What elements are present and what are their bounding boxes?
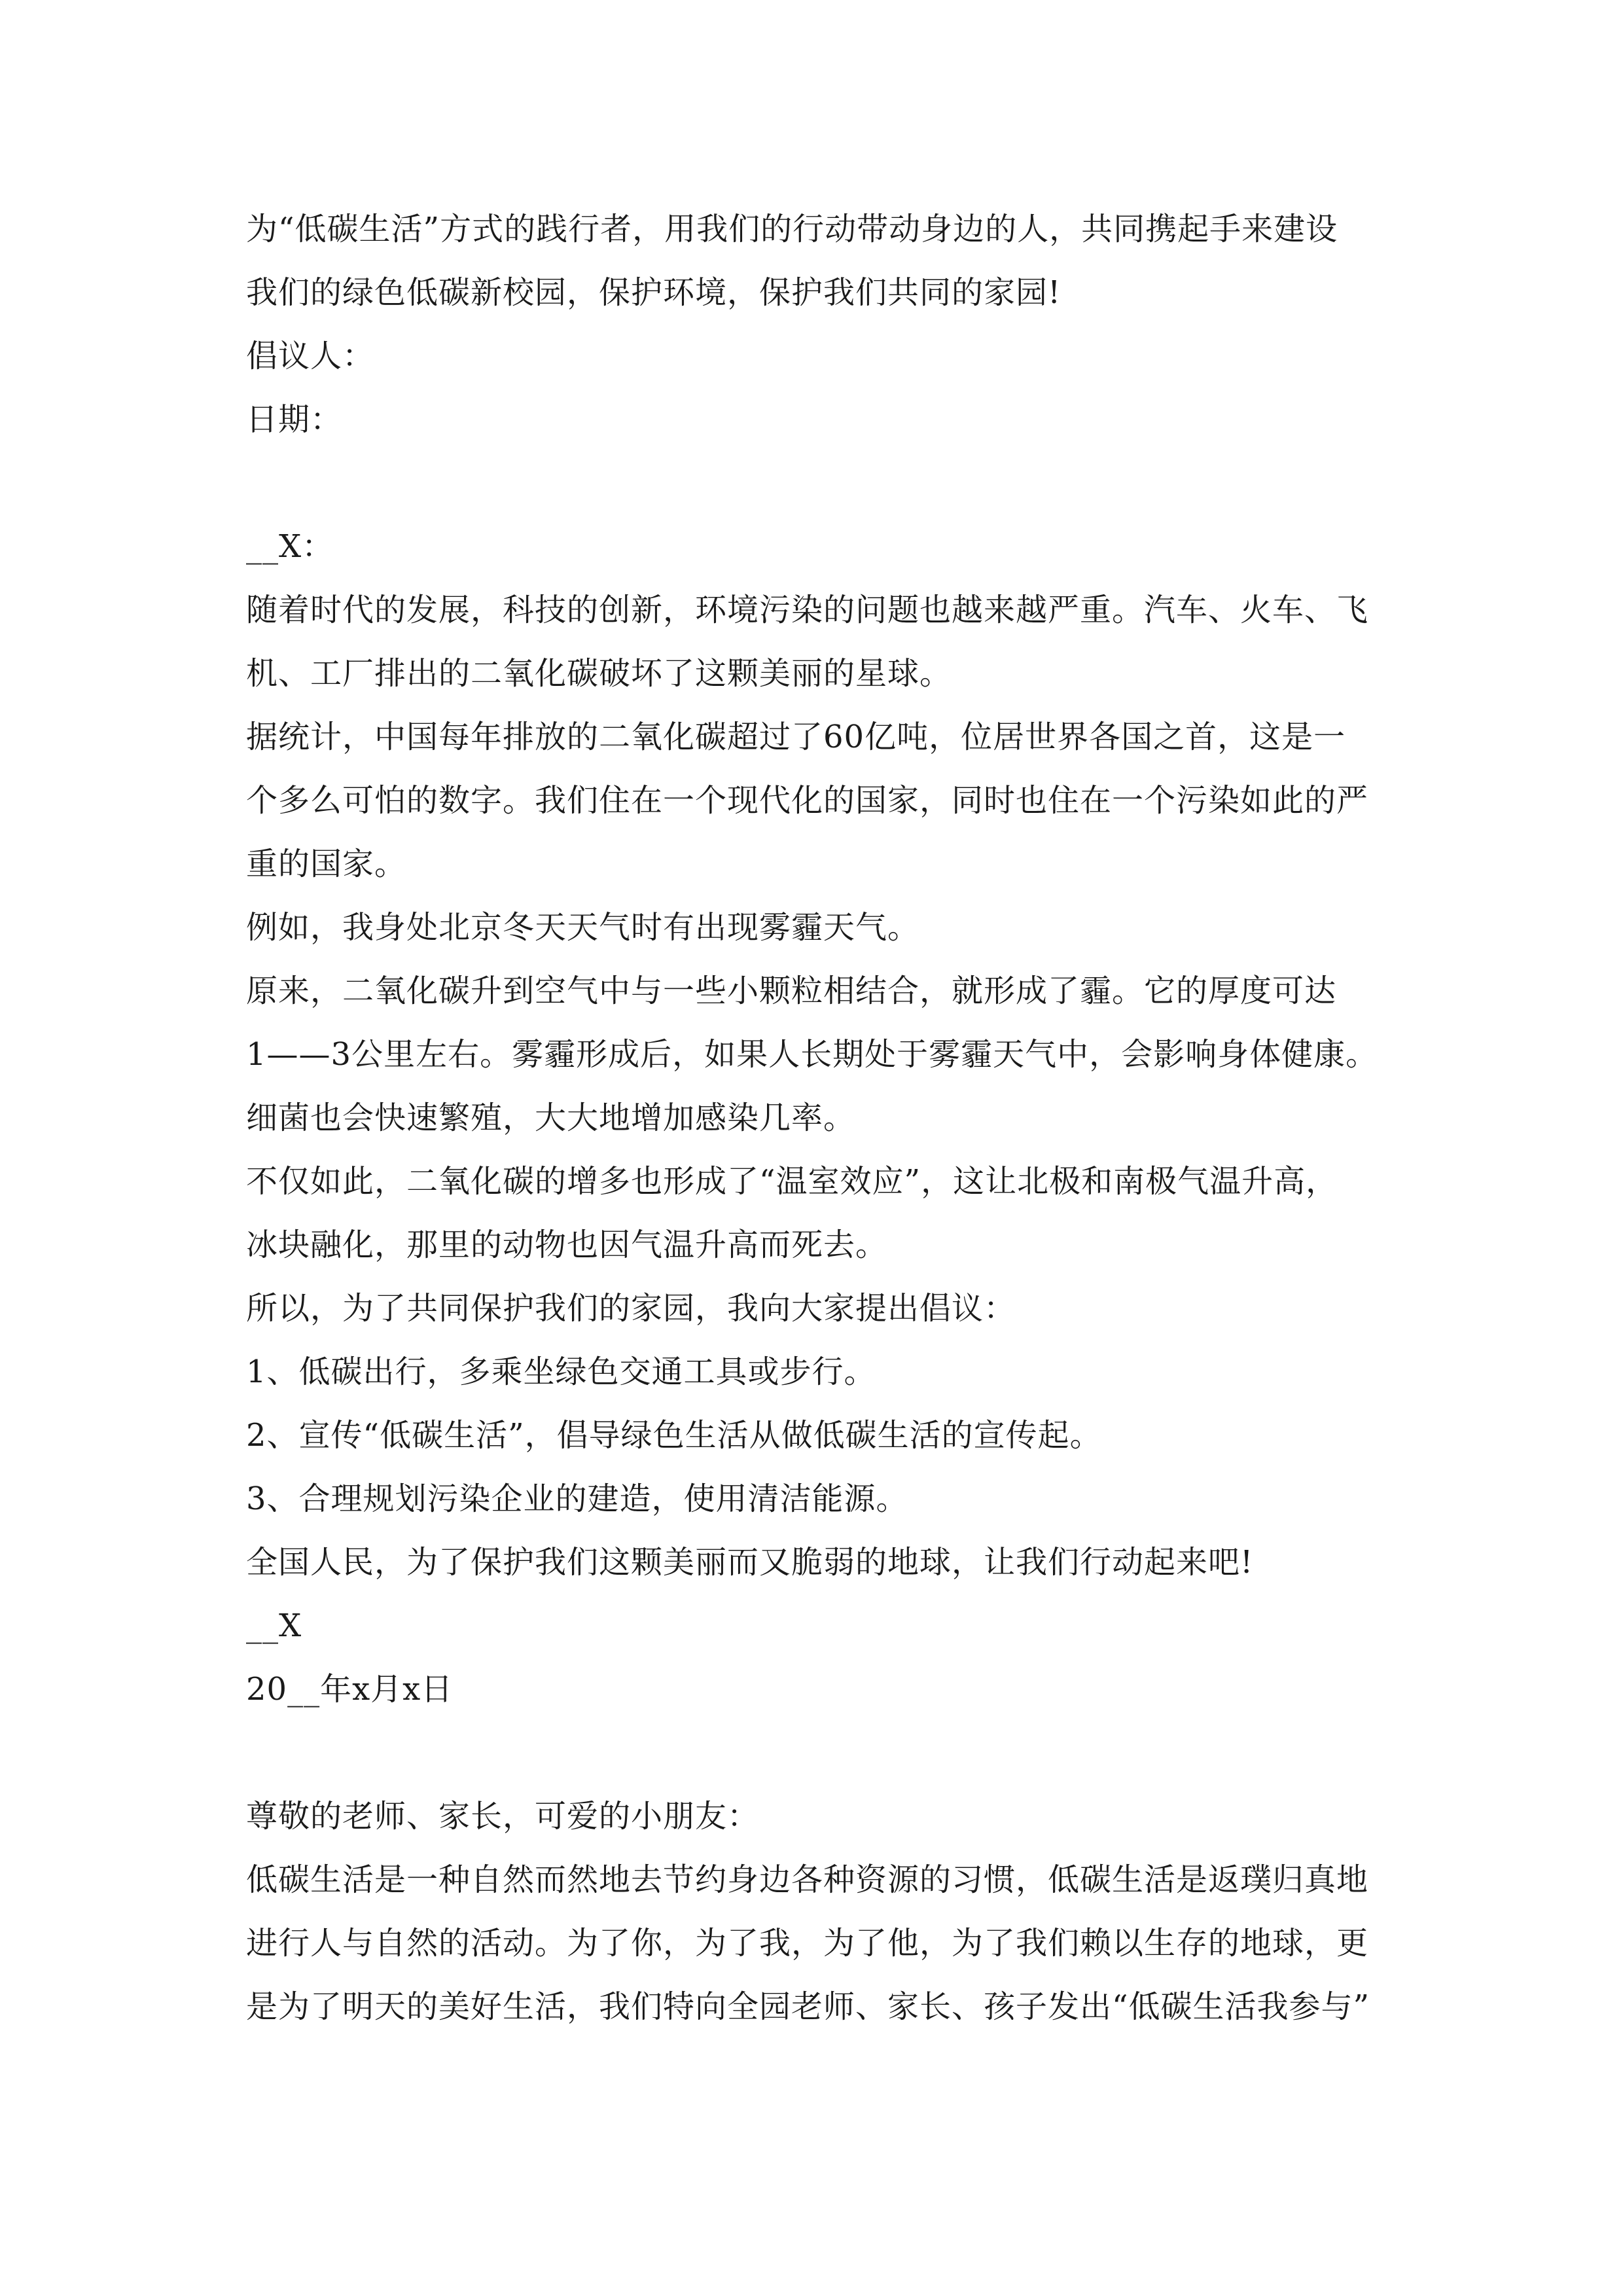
paragraph-gap [246, 452, 1411, 515]
section2-line: 据统计，中国每年排放的二氧化碳超过了60亿吨，位居世界各国之首，这是一 [246, 719, 1346, 755]
section3-line: 是为了明天的美好生活，我们特向全园老师、家长、孩子发出“低碳生活我参与” [246, 1988, 1370, 2025]
section2-line: 细菌也会快速繁殖，大大地增加感染几率。 [246, 1100, 856, 1136]
section2-line: 原来，二氧化碳升到空气中与一些小颗粒相结合，就形成了霾。它的厚度可达 [246, 973, 1337, 1009]
proposal-item-3: 3、合理规划污染企业的建造，使用清洁能源。 [246, 1480, 908, 1517]
section2-line: 例如，我身处北京冬天天气时有出现雾霾天气。 [246, 909, 920, 946]
proposer-label: 倡议人： [246, 338, 375, 374]
section2-line: 不仅如此，二氧化碳的增多也形成了“温室效应”，这让北极和南极气温升高， [246, 1163, 1338, 1200]
document-body [246, 198, 1411, 2039]
section2-line: 全国人民，为了保护我们这颗美丽而又脆弱的地球，让我们行动起来吧! [246, 1544, 1254, 1581]
section1-line: 我们的绿色低碳新校园，保护环境，保护我们共同的家园! [246, 274, 1061, 311]
section2-line: 个多么可怕的数字。我们住在一个现代化的国家，同时也住在一个污染如此的严 [246, 782, 1369, 819]
section3-line: 低碳生活是一种自然而然地去节约身边各种资源的习惯，低碳生活是返璞归真地 [246, 1861, 1369, 1898]
section2-line: 机、工厂排出的二氧化碳破坏了这颗美丽的星球。 [246, 655, 952, 692]
section2-line: 冰块融化，那里的动物也因气温升高而死去。 [246, 1227, 888, 1263]
section2-line: 所以，为了共同保护我们的家园，我向大家提出倡议： [246, 1290, 1016, 1327]
section1-line: 为“低碳生活”方式的践行者，用我们的行动带动身边的人，共同携起手来建设 [246, 211, 1338, 247]
date-label: 日期： [246, 401, 343, 438]
section3-line: 进行人与自然的活动。为了你，为了我，为了他，为了我们赖以生存的地球，更 [246, 1925, 1369, 1962]
letter-salutation: __X： [246, 528, 334, 565]
paragraph-gap [246, 1721, 1411, 1785]
section3-salutation: 尊敬的老师、家长，可爱的小朋友： [246, 1798, 760, 1835]
section2-line: 1——3公里左右。雾霾形成后，如果人长期处于雾霾天气中，会影响身体健康。 [246, 1036, 1378, 1073]
proposal-item-1: 1、低碳出行，多乘坐绿色交通工具或步行。 [246, 1354, 876, 1390]
letter-date: 20__年x月x日 [246, 1671, 454, 1708]
letter-signature: __X [246, 1607, 302, 1644]
section2-line: 重的国家。 [246, 846, 407, 882]
section2-line: 随着时代的发展，科技的创新，环境污染的问题也越来越严重。汽车、火车、飞 [246, 592, 1369, 628]
proposal-item-2: 2、宣传“低碳生活”，倡导绿色生活从做低碳生活的宣传起。 [246, 1417, 1102, 1454]
